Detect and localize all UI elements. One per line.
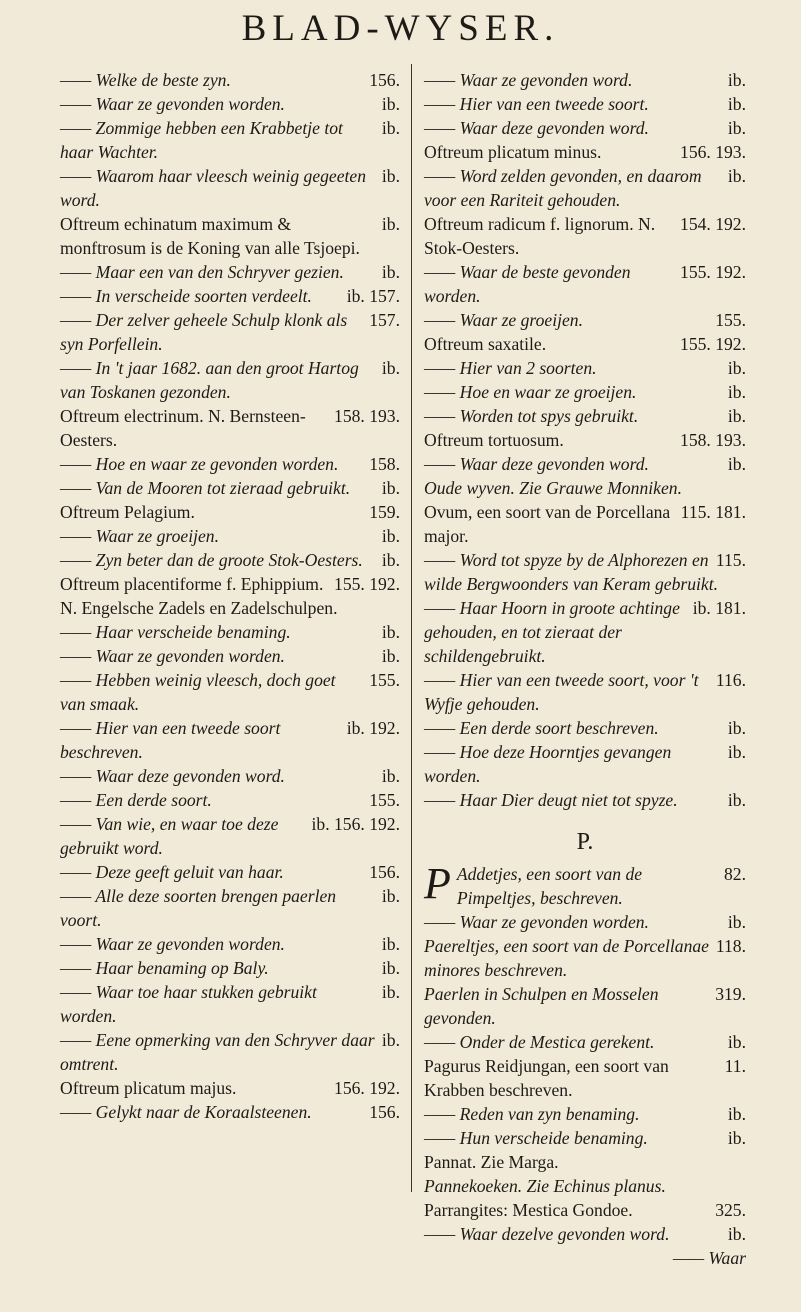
index-entry (424, 668, 746, 716)
entry-text: —— Een derde soort beschreven. (424, 718, 659, 738)
index-entry (424, 1222, 746, 1246)
page-reference: 115. 181. (680, 502, 746, 522)
page-reference: 118. (715, 936, 746, 956)
entry-text: Oftreum plicatum majus. (60, 1078, 237, 1098)
index-entry (424, 788, 746, 812)
index-entry (424, 1174, 746, 1198)
entry-text: —— Haar Dier deugt niet tot spyze. (424, 790, 678, 810)
index-entry (60, 356, 400, 404)
index-entry (60, 476, 400, 500)
entry-text: —— Alle deze soorten brengen paerlen voort. (60, 886, 337, 930)
index-entry (60, 764, 400, 788)
index-entry (60, 68, 400, 92)
entry-text: Oftreum plicatum minus. (424, 142, 602, 162)
page-reference: ib. (381, 358, 400, 378)
page-reference: 155. 192. (680, 334, 746, 354)
entry-text: —— Haar benaming op Baly. (60, 958, 269, 978)
entry-text: Pannekoeken. Zie Echinus planus. (424, 1176, 666, 1196)
page-reference: ib. 192. (346, 718, 400, 738)
entry-text: —— Der zelver geheele Schulp klonk als syn Porfellein. (60, 310, 348, 354)
index-entry (424, 1126, 746, 1150)
index-entry (424, 740, 746, 788)
page-reference: ib. (381, 478, 400, 498)
page-reference: 157. (369, 310, 400, 330)
index-entry (424, 1030, 746, 1054)
entry-text: —— Van de Mooren tot zieraad gebruikt. (60, 478, 351, 498)
entry-text: —— Zyn beter dan de groote Stok-Oesters. (60, 550, 363, 570)
index-entry (60, 116, 400, 164)
index-entry (424, 859, 746, 910)
page-reference: ib. (727, 382, 746, 402)
index-entry (60, 1076, 400, 1100)
page-reference: 158. (369, 454, 400, 474)
page-reference: ib. 181. (692, 598, 746, 618)
index-entry (60, 284, 400, 308)
page-reference: ib. (381, 94, 400, 114)
index-entry (60, 212, 400, 260)
page-reference: 156. 192. (334, 1078, 400, 1098)
page-reference: ib. (381, 766, 400, 786)
page-reference: ib. (381, 982, 400, 1002)
page-reference: ib. (727, 790, 746, 810)
index-entry (60, 404, 400, 452)
index-entry (60, 860, 400, 884)
entry-text: —— Hebben weinig vleesch, doch goet van smaak. (60, 670, 336, 714)
page-reference: 154. 192. (680, 214, 746, 234)
page-reference: ib. 156. 192. (311, 814, 400, 834)
page-reference: 156. 193. (680, 142, 746, 162)
entry-text: —— Waar ze gevonden word. (424, 70, 633, 90)
page-reference: 155. (715, 310, 746, 330)
page-reference: 325. (715, 1200, 746, 1220)
page-reference: ib. (381, 958, 400, 978)
index-entry (424, 140, 746, 164)
entry-text: —— Hoe en waar ze groeijen. (424, 382, 637, 402)
page-reference: ib. (727, 454, 746, 474)
entry-text: —— Waar de beste gevonden worden. (424, 262, 631, 306)
index-entry (60, 668, 400, 716)
index-entry (424, 1198, 746, 1222)
index-entry (60, 956, 400, 980)
index-entry (424, 260, 746, 308)
entry-text: —— Waar ze gevonden worden. (424, 912, 649, 932)
page-reference: 82. (724, 864, 746, 884)
index-entry (60, 788, 400, 812)
index-entry (60, 500, 400, 524)
index-entry (424, 68, 746, 92)
page-reference: 156. (369, 1102, 400, 1122)
entry-text: —— Hier van 2 soorten. (424, 358, 597, 378)
entry-text: —— Maar een van den Schryver gezien. (60, 262, 344, 282)
page-reference: ib. (727, 1128, 746, 1148)
index-entry (424, 452, 746, 476)
page-reference: 11. (724, 1056, 746, 1076)
index-entry (424, 1150, 746, 1174)
entry-text: —— Hoe en waar ze gevonden worden. (60, 454, 339, 474)
entry-text: Oftreum echinatum maximum & monftrosum is de Koning van alle Tsjoepi. (60, 214, 360, 258)
page-reference: 156. (369, 862, 400, 882)
index-entry (424, 164, 746, 212)
section-letter: P. (576, 829, 594, 855)
page-reference: 156. (369, 70, 400, 90)
index-entry (60, 932, 400, 956)
page-reference: 159. (369, 502, 400, 522)
entry-text: —— Waar dezelve gevonden word. (424, 1224, 670, 1244)
index-entry (60, 524, 400, 548)
entry-text: —— Waar deze gevonden word. (60, 766, 285, 786)
index-entry (424, 1054, 746, 1102)
entry-text: —— Eene opmerking van den Schryver daar omtrent. (60, 1030, 375, 1074)
entry-text: Oude wyven. Zie Grauwe Monniken. (424, 478, 682, 498)
page-reference: ib. (727, 1104, 746, 1124)
entry-text: —— Haar Hoorn in groote achtinge gehouden, en tot zieraat der schildengebruikt. (424, 598, 680, 666)
entry-text: —— Waar ze groeijen. (424, 310, 583, 330)
index-entry (60, 92, 400, 116)
page-reference: ib. (381, 166, 400, 186)
index-entry (424, 356, 746, 380)
page-reference: ib. (727, 912, 746, 932)
entry-text: Oftreum tortuosum. (424, 430, 564, 450)
entry-text: —— Zommige hebben een Krabbetje tot haar Wachter. (60, 118, 343, 162)
entry-text: —— Waar deze gevonden word. (424, 118, 649, 138)
index-entry (424, 934, 746, 982)
entry-text: —— Hier van een tweede soort, voor 't Wyfje gehouden. (424, 670, 699, 714)
page-reference: 158. 193. (334, 406, 400, 426)
index-entry (424, 308, 746, 332)
entry-text: Pannat. Zie Marga. (424, 1152, 559, 1172)
page-reference: ib. (727, 1032, 746, 1052)
page-reference: 319. (715, 984, 746, 1004)
entry-text: —— Waar ze gevonden worden. (60, 934, 285, 954)
index-entry (60, 260, 400, 284)
entry-text: —— Word tot spyze by de Alphorezen en wilde Bergwoonders van Keram gebruikt. (424, 550, 719, 594)
entry-text: —— Waar deze gevonden word. (424, 454, 649, 474)
page-title: BLAD-WYSER. (241, 8, 560, 49)
page-reference: ib. (727, 358, 746, 378)
entry-text: —— In verscheide soorten verdeelt. (60, 286, 312, 306)
entry-text: —— Van wie, en waar toe deze gebruikt word. (60, 814, 279, 858)
index-entry (424, 116, 746, 140)
index-entry (424, 212, 746, 260)
entry-text: —— Reden van zyn benaming. (424, 1104, 640, 1124)
page-reference: ib. (381, 262, 400, 282)
index-entry (424, 716, 746, 740)
entry-text: —— Deze geeft geluit van haar. (60, 862, 284, 882)
page-reference: 116. (715, 670, 746, 690)
index-entry (424, 404, 746, 428)
page-reference: ib. (727, 70, 746, 90)
page-reference: ib. (381, 886, 400, 906)
index-entry (60, 644, 400, 668)
entry-text: —— Waar ze groeijen. (60, 526, 219, 546)
entry-text: —— Hier van een tweede soort. (424, 94, 649, 114)
page-reference: ib. (381, 214, 400, 234)
index-entry (60, 548, 400, 572)
page-reference: 155. (369, 670, 400, 690)
page-reference: ib. (727, 166, 746, 186)
drop-cap: P (424, 859, 451, 908)
page-reference: ib. (381, 550, 400, 570)
entry-text: —— Gelykt naar de Koraalsteenen. (60, 1102, 312, 1122)
entry-text: —— In 't jaar 1682. aan den groot Hartog van Toskanen gezonden. (60, 358, 359, 402)
page-reference: ib. (381, 526, 400, 546)
index-entry (60, 452, 400, 476)
index-entry (424, 910, 746, 934)
index-entry (424, 596, 746, 668)
index-entry (60, 572, 400, 620)
entry-text: Pagurus Reidjungan, een soort van Krabben beschreven. (424, 1056, 669, 1100)
left-column (60, 68, 400, 1124)
entry-text: —— Waarom haar vleesch weinig gegeeten word. (60, 166, 367, 210)
entry-text: —— Haar verscheide benaming. (60, 622, 291, 642)
entry-text: —— Welke de beste zyn. (60, 70, 231, 90)
page-reference: 155. (369, 790, 400, 810)
page-reference: ib. (727, 94, 746, 114)
index-entry (424, 92, 746, 116)
index-entry (60, 716, 400, 764)
entry-text: Oftreum Pelagium. (60, 502, 195, 522)
entry-text: Oftreum saxatile. (424, 334, 547, 354)
entry-text: —— Onder de Mestica gerekent. (424, 1032, 655, 1052)
page-reference: 115. (715, 550, 746, 570)
page-reference: ib. (381, 118, 400, 138)
entry-text: —— Hun verscheide benaming. (424, 1128, 648, 1148)
entry-text: Oftreum placentiforme f. Ephippium. N. Engelsche Zadels en Zadelschulpen. (60, 574, 338, 618)
page-reference: ib. (381, 1030, 400, 1050)
entry-text: —— Waar toe haar stukken gebruikt worden. (60, 982, 317, 1026)
index-entry (424, 1102, 746, 1126)
index-entry (60, 884, 400, 932)
page-reference: 155. 192. (334, 574, 400, 594)
entry-text: Paereltjes, een soort van de Porcellanae minores beschreven. (424, 936, 709, 980)
index-entry (424, 332, 746, 356)
entry-text: —— Worden tot spys gebruikt. (424, 406, 639, 426)
catchword: —— Waar (672, 1248, 746, 1268)
index-entry (424, 548, 746, 596)
index-entry (424, 428, 746, 452)
page-reference: ib. (727, 406, 746, 426)
entry-text: Oftreum electrinum. N. Bernsteen-Oesters. (60, 406, 306, 450)
page-reference: 158. 193. (680, 430, 746, 450)
page-reference: 155. 192. (680, 262, 746, 282)
page-reference: ib. (727, 718, 746, 738)
entry-text: Paerlen in Schulpen en Mosselen gevonden. (424, 984, 659, 1028)
entry-text: —— Hoe deze Hoorntjes gevangen worden. (424, 742, 672, 786)
page-reference: ib. (381, 934, 400, 954)
index-entry (60, 164, 400, 212)
page-reference: ib. (727, 118, 746, 138)
page-reference: ib. 157. (346, 286, 400, 306)
page-reference: ib. (727, 742, 746, 762)
page-reference: ib. (727, 1224, 746, 1244)
index-entry (60, 1100, 400, 1124)
column-divider (411, 64, 412, 1192)
entry-text: Addetjes, een soort van de Pimpeltjes, beschreven. (456, 864, 643, 908)
entry-text: —— Hier van een tweede soort beschreven. (60, 718, 281, 762)
right-column (424, 68, 746, 1270)
entry-text: Ovum, een soort van de Porcellana major. (424, 502, 671, 546)
entry-text: —— Word zelden gevonden, en daarom voor een Rariteit gehouden. (424, 166, 702, 210)
index-entry (60, 980, 400, 1028)
index-entry (424, 982, 746, 1030)
index-entry (424, 380, 746, 404)
index-entry (60, 1028, 400, 1076)
index-entry (60, 812, 400, 860)
entry-text: Oftreum radicum f. lignorum. N. Stok-Oesters. (424, 214, 656, 258)
index-entry (60, 308, 400, 356)
index-entry (60, 620, 400, 644)
entry-text: Parrangites: Mestica Gondoe. (424, 1200, 633, 1220)
entry-text: —— Waar ze gevonden worden. (60, 646, 285, 666)
index-entry (424, 476, 746, 500)
entry-text: —— Een derde soort. (60, 790, 212, 810)
page-reference: ib. (381, 646, 400, 666)
index-entry (424, 500, 746, 548)
entry-text: —— Waar ze gevonden worden. (60, 94, 285, 114)
page-reference: ib. (381, 622, 400, 642)
